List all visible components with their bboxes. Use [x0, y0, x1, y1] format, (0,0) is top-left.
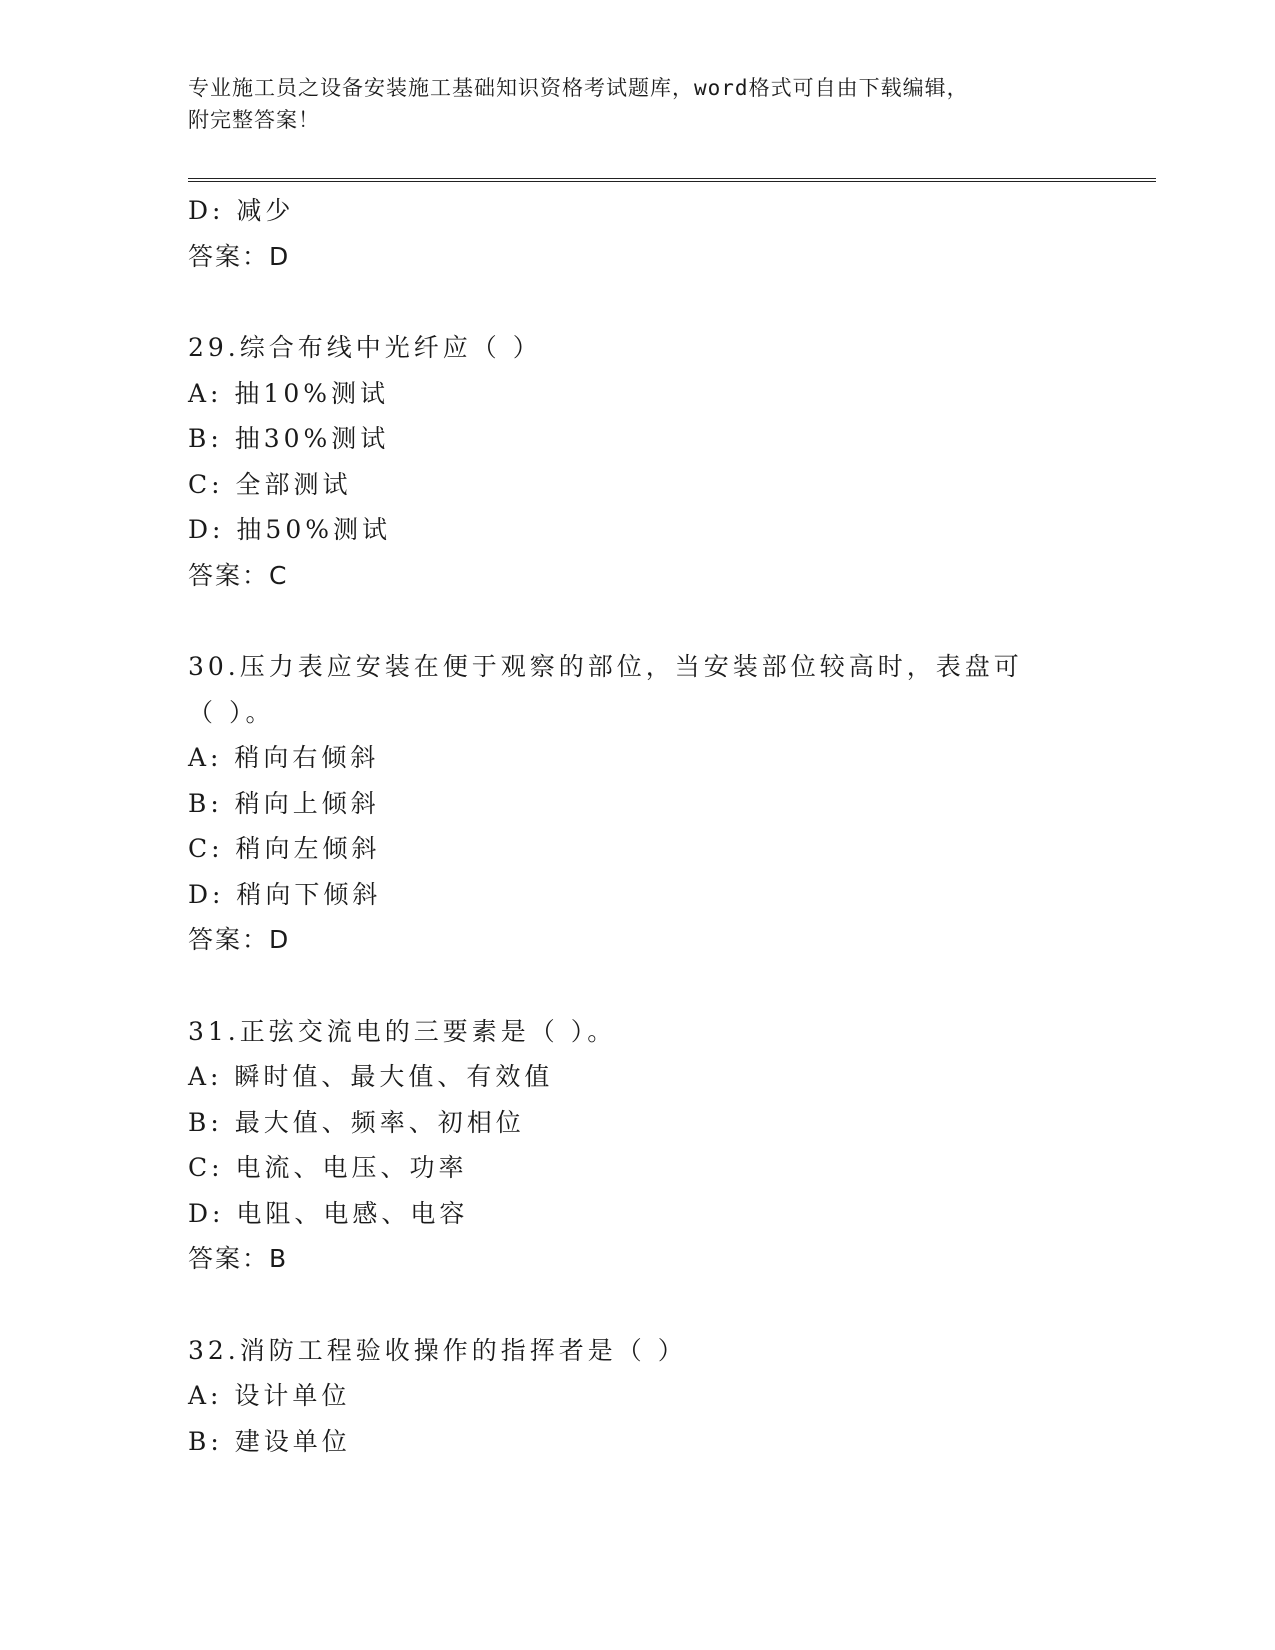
- option-a: A: 稍向右倾斜: [188, 743, 380, 772]
- option-d: D: 电阻、电感、电容: [188, 1198, 469, 1228]
- option-d: D: 稍向下倾斜: [188, 879, 382, 909]
- option-b: B: 建设单位: [188, 1426, 351, 1456]
- option-d: D: 抽50%测试: [188, 515, 391, 544]
- question-stem: 31.正弦交流电的三要素是（ ）。: [188, 1016, 617, 1046]
- answer-line: 答案：C: [188, 560, 289, 590]
- question-29: [188, 325, 1048, 598]
- option-c: C: 全部测试: [188, 469, 352, 499]
- question-stem: 30.压力表应安装在便于观察的部位，当安装部位较高时，表盘可（ ）。: [188, 652, 1023, 727]
- spacer: [188, 598, 1048, 644]
- option-c: C: 稍向左倾斜: [188, 834, 381, 863]
- question-stem: 29.综合布线中光纤应（ ）: [188, 333, 542, 362]
- document-body: [188, 188, 1048, 1464]
- question-28-tail: [188, 188, 1048, 279]
- question-32: [188, 1328, 1048, 1465]
- option-a: A: 抽10%测试: [188, 378, 389, 408]
- option-a: A: 设计单位: [188, 1381, 351, 1410]
- header-line-2: 附完整答案！: [188, 108, 320, 132]
- option-d: D: 减少: [188, 196, 295, 225]
- option-a: A: 瞬时值、最大值、有效值: [188, 1062, 554, 1091]
- spacer: [188, 1282, 1048, 1328]
- spacer: [188, 963, 1048, 1009]
- header-line-1: 专业施工员之设备安装施工基础知识资格考试题库，word格式可自由下载编辑，: [188, 76, 969, 100]
- option-b: B: 最大值、频率、初相位: [188, 1107, 525, 1137]
- spacer: [188, 279, 1048, 325]
- document-header: [188, 72, 1068, 136]
- option-b: B: 稍向上倾斜: [188, 788, 380, 818]
- answer-line: 答案：B: [188, 1244, 289, 1273]
- question-31: [188, 1009, 1048, 1282]
- option-c: C: 电流、电压、功率: [188, 1153, 468, 1182]
- answer-line: 答案：D: [188, 925, 291, 954]
- answer-line: 答案：D: [188, 241, 291, 271]
- option-b: B: 抽30%测试: [188, 424, 390, 453]
- question-stem: 32.消防工程验收操作的指挥者是（ ）: [188, 1335, 687, 1365]
- question-30: [188, 644, 1048, 963]
- header-divider: [188, 178, 1156, 182]
